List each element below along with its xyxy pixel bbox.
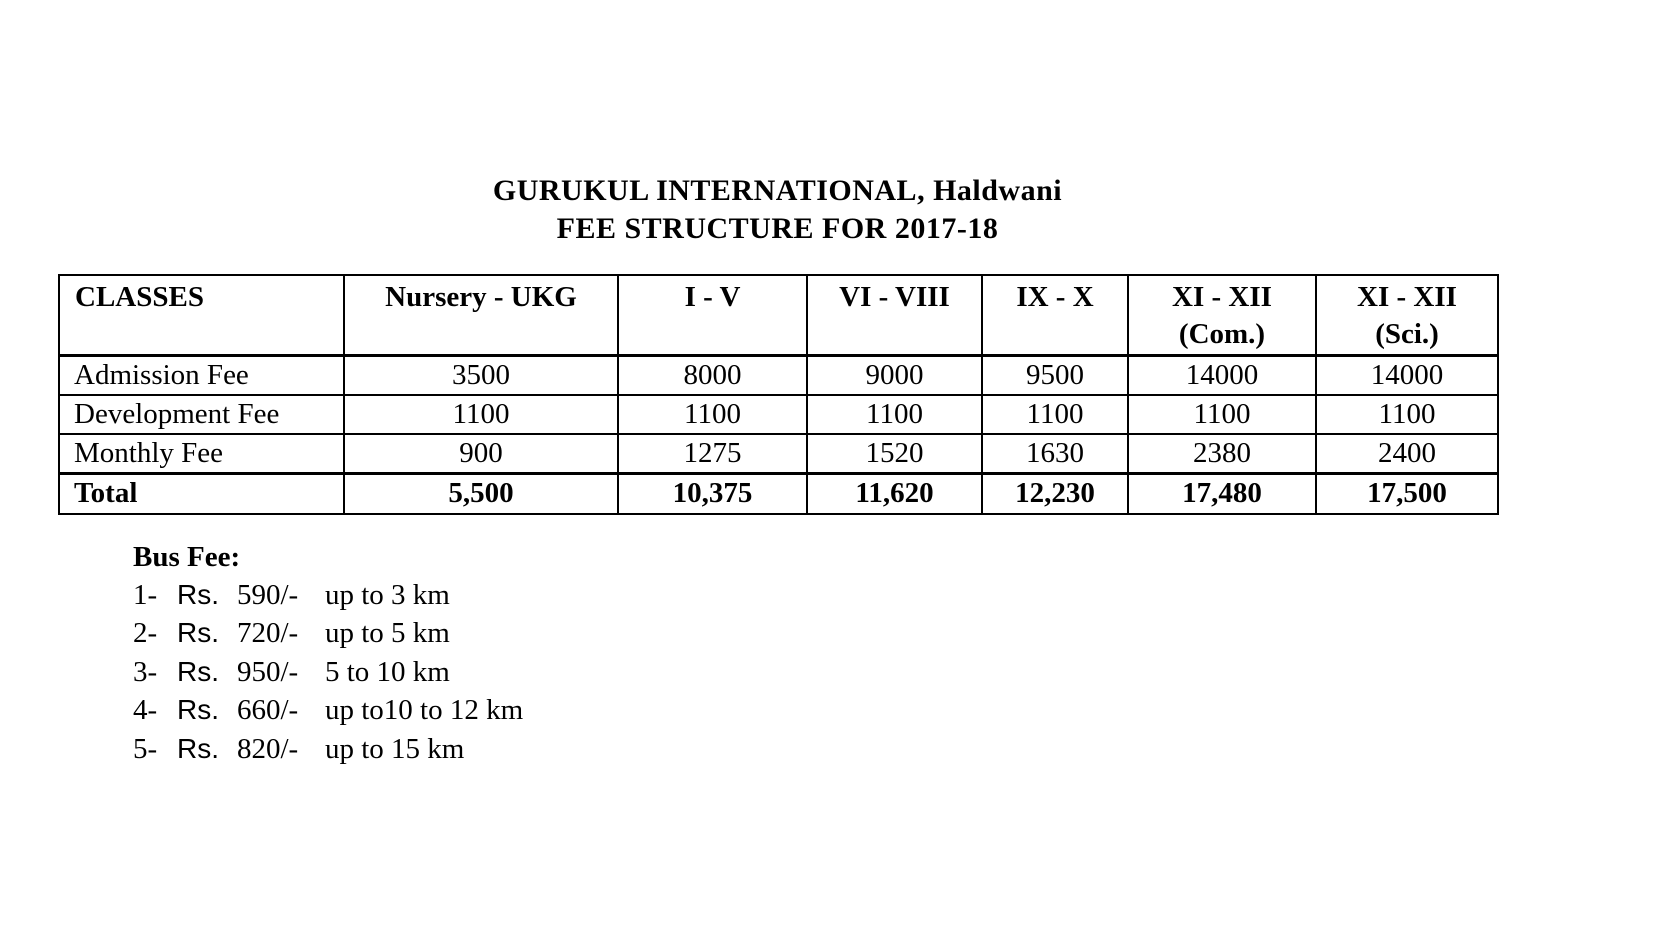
- bus-item-amount: 720/-: [237, 617, 299, 649]
- bus-item-distance: 5 to 10 km: [325, 655, 450, 688]
- column-header-ix-x: IX - X: [982, 275, 1128, 356]
- fee-cell: 1100: [344, 395, 618, 434]
- row-label: Development Fee: [59, 395, 344, 434]
- fee-cell: 9500: [982, 356, 1128, 396]
- fee-cell: 17,480: [1128, 474, 1316, 514]
- bus-item-distance: up to 15 km: [325, 732, 465, 765]
- fee-cell: 3500: [344, 356, 618, 396]
- bus-fee-item: [133, 730, 1653, 769]
- bus-item-currency: Rs.: [177, 578, 219, 610]
- bus-item-number: 1-: [133, 578, 158, 611]
- fee-table: [58, 274, 1499, 515]
- bus-item-currency: Rs.: [177, 617, 219, 648]
- fee-cell: 1100: [807, 395, 982, 434]
- table-row-total: [59, 474, 1498, 514]
- fee-cell: 10,375: [618, 474, 807, 514]
- fee-cell: 8000: [618, 356, 807, 396]
- bus-item-amount: 820/-: [237, 732, 299, 765]
- fee-cell: 9000: [807, 356, 982, 396]
- page-subtitle: FEE STRUCTURE FOR 2017-18: [556, 212, 999, 245]
- fee-cell: 1275: [618, 434, 807, 474]
- table-row-development-fee: [59, 395, 1498, 434]
- bus-fee-section: [133, 539, 1653, 769]
- column-header-xi-xii-com: XI - XII (Com.): [1128, 275, 1316, 356]
- fee-cell: 1100: [1316, 395, 1498, 434]
- bus-item-amount: 590/-: [237, 578, 299, 611]
- bus-fee-item: [133, 576, 1653, 615]
- column-header-classes: CLASSES: [59, 275, 344, 356]
- bus-item-number: 4-: [133, 694, 158, 726]
- bus-item-number: 5-: [133, 732, 158, 765]
- bus-item-distance: up to 3 km: [325, 578, 450, 611]
- fee-cell: 1100: [982, 395, 1128, 434]
- row-label: Admission Fee: [59, 356, 344, 396]
- bus-fee-heading: Bus Fee:: [133, 540, 241, 573]
- bus-item-number: 3-: [133, 655, 158, 688]
- fee-cell: 1100: [1128, 395, 1316, 434]
- row-label: Monthly Fee: [59, 434, 344, 474]
- column-header-nursery-ukg: Nursery - UKG: [344, 275, 618, 356]
- bus-item-distance: up to 5 km: [325, 617, 450, 649]
- table-row-admission-fee: [59, 356, 1498, 396]
- row-label: Total: [59, 474, 344, 514]
- fee-cell: 2400: [1316, 434, 1498, 474]
- fee-cell: 11,620: [807, 474, 982, 514]
- bus-item-distance: up to10 to 12 km: [325, 694, 524, 726]
- bus-item-amount: 660/-: [237, 694, 299, 726]
- column-header-i-v: I - V: [618, 275, 807, 356]
- page-title: GURUKUL INTERNATIONAL, Haldwani: [492, 174, 1063, 207]
- fee-cell: 2380: [1128, 434, 1316, 474]
- fee-cell: 1520: [807, 434, 982, 474]
- column-header-xi-xii-sci: XI - XII (Sci.): [1316, 275, 1498, 356]
- bus-item-currency: Rs.: [177, 694, 219, 725]
- fee-cell: 1630: [982, 434, 1128, 474]
- bus-item-amount: 950/-: [237, 655, 299, 688]
- bus-fee-item: [133, 653, 1653, 692]
- bus-fee-item: [133, 614, 1653, 653]
- fee-cell: 14000: [1316, 356, 1498, 396]
- fee-cell: 12,230: [982, 474, 1128, 514]
- fee-cell: 1100: [618, 395, 807, 434]
- table-row-monthly-fee: [59, 434, 1498, 474]
- fee-cell: 5,500: [344, 474, 618, 514]
- bus-item-currency: Rs.: [177, 655, 219, 687]
- bus-fee-item: [133, 691, 1653, 730]
- document-header: [58, 0, 1497, 248]
- fee-cell: 14000: [1128, 356, 1316, 396]
- fee-cell: 17,500: [1316, 474, 1498, 514]
- bus-item-number: 2-: [133, 617, 158, 649]
- fee-cell: 900: [344, 434, 618, 474]
- column-header-vi-viii: VI - VIII: [807, 275, 982, 356]
- bus-item-currency: Rs.: [177, 732, 219, 764]
- table-header-row: [59, 275, 1498, 356]
